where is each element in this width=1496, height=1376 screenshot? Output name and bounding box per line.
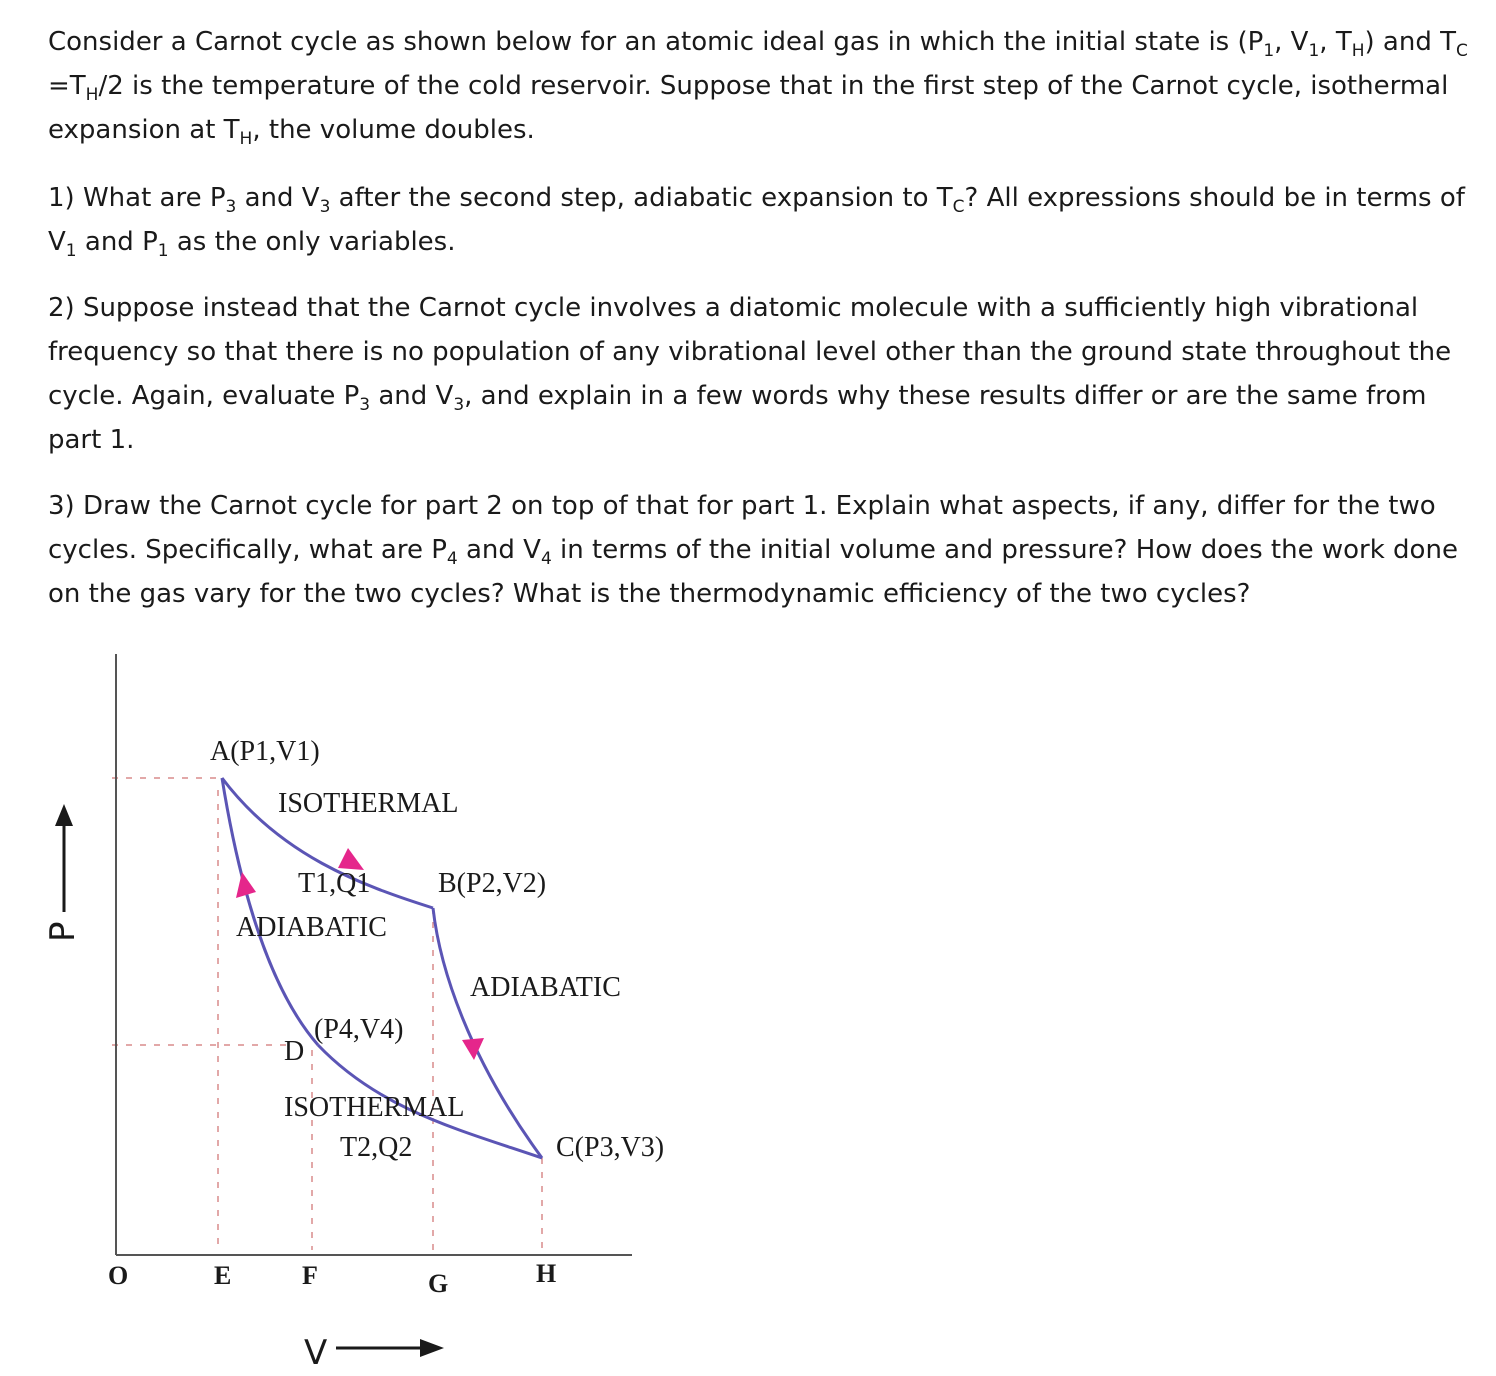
problem-intro: Consider a Carnot cycle as shown below for an atomic ideal gas in which the initial state is ($P_1$, $V_1$, $T_H$) and $T_C =T_H/2$ is the temperature of the cold reservoir. Suppose that in the first step of the Carnot cycle, isothermal expansion at $T_H$, the volume doubles. bbox=[48, 27, 1468, 150]
y-axis-arrow-icon bbox=[55, 804, 73, 826]
label-adiabatic-left: ADIABATIC bbox=[236, 912, 387, 943]
label-origin: O bbox=[108, 1261, 129, 1290]
carnot-cycle-diagram bbox=[0, 640, 720, 1376]
label-t1q1: T1,Q1 bbox=[298, 868, 371, 899]
question-1: 1) What are $P_3$ and $V_3$ after the second step, adiabatic expansion to $T_C$? All expressions should be in terms of $V_1$ and $P_1$ as the only variables. bbox=[48, 183, 1465, 262]
y-axis-label-group bbox=[43, 804, 83, 942]
x-axis-label: V bbox=[304, 1333, 328, 1373]
arrow-da-icon bbox=[236, 872, 256, 898]
arrow-ab-icon bbox=[338, 848, 364, 870]
label-point-a: A(P1,V1) bbox=[210, 736, 320, 767]
x-axis-arrow-icon bbox=[420, 1339, 444, 1357]
label-point-d: D bbox=[284, 1036, 305, 1067]
label-isothermal-top: ISOTHERMAL bbox=[278, 788, 459, 819]
label-tick-g: G bbox=[428, 1269, 449, 1298]
label-point-b: B(P2,V2) bbox=[438, 868, 547, 899]
label-t2q2: T2,Q2 bbox=[340, 1132, 413, 1163]
question-2: 2) Suppose instead that the Carnot cycle involves a diatomic molecule with a sufficiently high vibrational frequency so that there is no population of any vibrational level other than the ground state throughout the cycle. Again, evaluate $P_3$ and $V_3$, and explain in a few words why these results differ or are the same from part 1. bbox=[48, 293, 1452, 455]
label-point-d-coords: (P4,V4) bbox=[314, 1014, 404, 1045]
label-point-c: C(P3,V3) bbox=[556, 1132, 665, 1163]
x-axis-label-group bbox=[304, 1333, 444, 1373]
label-tick-f: F bbox=[302, 1261, 318, 1290]
label-tick-h: H bbox=[536, 1259, 557, 1288]
label-isothermal-bottom: ISOTHERMAL bbox=[284, 1092, 465, 1123]
label-adiabatic-right: ADIABATIC bbox=[470, 972, 621, 1003]
question-3: 3) Draw the Carnot cycle for part 2 on top of that for part 1. Explain what aspects, if any, differ for the two cycles. Specifically, what are $P_4$ and $V_4$ in terms of the initial volume and pressure? How does the work done on the gas vary for the two cycles? What is the thermodynamic efficiency of the two cycles? bbox=[48, 491, 1458, 609]
label-tick-e: E bbox=[214, 1261, 232, 1290]
y-axis-label: P bbox=[43, 921, 83, 942]
